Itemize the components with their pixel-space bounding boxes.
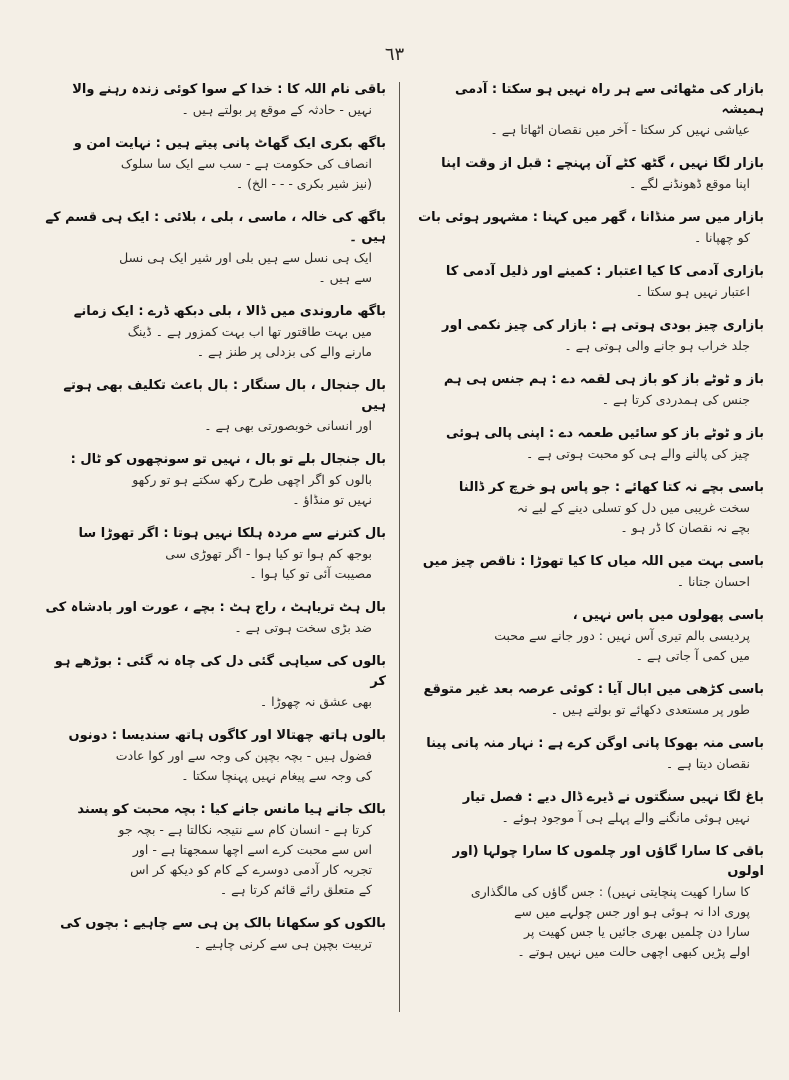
proverb-entry [36,726,386,786]
page-number: ٦٣ [384,44,405,65]
proverb-meaning-line: بوجھ کم ہوا تو کیا ہوا - اگر تھوڑی سی [165,546,372,561]
proverb-headword: بازار لگا نہیں ، گٹھ کٹے آن پہنچے : قبل از وقت اپنا [441,156,764,171]
proverb-meaning-line: کے متعلق رائے قائم کرتا ہے ۔ [219,882,372,897]
proverb-headword: باسی بچے نہ کتا کھائے : جو پاس ہو خرچ کر ڈالنا [458,480,764,495]
proverb-entry [414,734,764,774]
proverb-meaning-line: نہیں - حادثہ کے موقع پر بولتے ہیں ۔ [181,102,372,117]
proverb-meaning-line: جنس کی ہمدردی کرتا ہے ۔ [601,392,750,407]
proverb-meaning-line: سے ہیں ۔ [318,270,372,285]
proverb-entry [414,842,764,962]
proverb-headword: بال جنجال ، بال سنگار : بال باعث تکلیف بھی ہوتے ہیں [63,378,386,413]
proverb-entry [414,316,764,356]
proverb-entry [414,262,764,302]
proverb-headword: باز و ٹوٹے باز کو باز ہی لقمہ دے : ہم جنس ہی ہم [443,372,764,387]
proverb-meaning-line: ضد بڑی سخت ہوتی ہے ۔ [234,620,372,635]
proverb-headword: باگھ بکری ایک گھاٹ پانی پیتے ہیں : نہایت امن و [73,136,386,151]
proverb-meaning-line: جلد خراب ہو جانے والی ہوتی ہے ۔ [564,338,750,353]
proverb-headword: باغ لگا نہیں سنگتوں نے ڈیرے ڈال دیے : فصل تیار [462,790,764,805]
proverb-meaning-line: احسان جتانا ۔ [676,574,750,589]
proverb-entry [414,680,764,720]
proverb-headword: بازار میں سر منڈانا ، گھر میں کہنا : مشہور ہوئی بات [418,210,764,225]
proverb-entry [36,208,386,288]
proverb-meaning-line: پوری ادا نہ ہوئی ہو اور جس چولہے میں سے [514,904,750,919]
proverb-entry [414,80,764,140]
proverb-meaning-line: چیز کی پالنے والے ہی کو محبت ہوتی ہے ۔ [526,446,750,461]
proverb-headword: باسی پھولوں میں باس نہیں ، [572,608,764,623]
proverb-headword: بازاری آدمی کا کیا اعتبار : کمینے اور ذلیل آدمی کا [445,264,764,279]
proverb-entry [36,652,386,712]
proverb-entry [36,598,386,638]
proverb-meaning-line: میں کمی آ جاتی ہے ۔ [635,648,750,663]
proverb-entry [414,478,764,538]
proverb-entry [414,788,764,828]
proverb-entry [36,80,386,120]
proverb-headword: بازاری چیز بودی ہوتی ہے : بازار کی چیز نکمی اور [442,318,764,333]
proverb-meaning-line: انصاف کی حکومت ہے - سب سے ایک سا سلوک [120,156,372,171]
proverb-entry [36,914,386,954]
proverb-meaning-line: سارا دن چلمیں بھری جائیں یا جس کھیت پر [523,924,750,939]
proverb-headword: باقی کا سارا گاؤں اور چلموں کا سارا چولہا (اور اولوں [452,844,764,879]
proverb-meaning-line: سخت غریبی میں دل کو تسلی دینے کے لیے نہ [516,500,750,515]
proverb-meaning-line: کی وجہ سے پیغام نہیں پہنچا سکتا ۔ [181,768,372,783]
proverb-meaning-line: پردیسی بالم تیری آس نہیں : دور جانے سے محبت [494,628,750,643]
proverb-headword: بال جنجال بلے تو بال ، نہیں تو سونچھوں کو ٹال : [70,452,386,467]
proverb-meaning-line: عیاشی نہیں کر سکتا - آخر میں نقصان اٹھاتا ہے ۔ [490,122,750,137]
proverb-meaning-line: فضول ہیں - بچہ بچپن کی وجہ سے اور کوا عادت [115,748,372,763]
proverb-meaning-line: مصیبت آئی تو کیا ہوا ۔ [249,566,372,581]
proverb-meaning-line: اعتبار نہیں ہو سکتا ۔ [635,284,750,299]
proverb-meaning-line: اور انسانی خوبصورتی بھی ہے ۔ [204,418,372,433]
proverb-entry [36,450,386,510]
right-column [414,80,764,976]
proverb-meaning-line: کا سارا کھیت پنچایتی نہیں) : جس گاؤں کی مالگذاری [470,884,750,899]
proverb-meaning-line: اولے پڑیں کبھی اچھی حالت میں نہیں ہوتے ۔ [517,944,750,959]
proverb-meaning-line: طور پر مستعدی دکھائے تو بولتے ہیں ۔ [550,702,750,717]
proverb-meaning-line: میں بہت طاقتور تھا اب بہت کمزور ہے ۔ ڈینگ [127,324,372,339]
proverb-meaning-line: تربیت بچپن ہی سے کرنی چاہیے ۔ [193,936,372,951]
proverb-meaning-line: (نیز شیر بکری - - - الخ) ۔ [235,176,372,191]
proverb-entry [36,524,386,584]
proverb-headword: باگھ ماروندی میں ڈالا ، بلی دبکھ ڈرے : ایک زمانے [73,304,386,319]
column-divider [399,82,400,1012]
proverb-entry [414,208,764,248]
proverb-headword: باسی منہ بھوکا پانی اوگن کرے ہے : نہار منہ پانی پینا [426,736,764,751]
proverb-headword: باسی کڑھی میں ابال آیا : کوئی عرصہ بعد غیر متوقع [423,682,764,697]
proverb-meaning-line: نہیں تو منڈاؤ ۔ [292,492,372,507]
proverb-meaning-line: بالوں کو اگر اچھی طرح رکھ سکتے ہو تو رکھو [132,472,372,487]
proverb-meaning-line: اس سے محبت کرے اسے اچھا سمجھتا ہے - اور [132,842,372,857]
proverb-entry [36,302,386,362]
proverb-headword: باسی بہت میں اللہ میاں کا کیا تھوڑا : ناقص چیز میں [422,554,764,569]
proverb-entry [414,424,764,464]
proverb-headword: باقی نام اللہ کا : خدا کے سوا کوئی زندہ رہنے والا [72,82,386,97]
proverb-meaning-line: بھی عشق نہ چھوڑا ۔ [259,694,372,709]
left-column [36,80,386,968]
proverb-meaning-line: کو چھپانا ۔ [693,230,750,245]
proverb-headword: بالکوں کو سکھانا بالک پن ہی سے چاہیے : بچوں کی [60,916,386,931]
proverb-headword: باگھ کی خالہ ، ماسی ، بلی ، بلائی : ایک ہی قسم کے ہیں ۔ [45,210,386,245]
proverb-entry [36,800,386,900]
proverb-meaning-line: نہیں ہوئی مانگنے والے پہلے ہی آ موجود ہوئے ۔ [501,810,750,825]
proverb-entry [414,552,764,592]
proverb-meaning-line: کرتا ہے - انسان کام سے نتیجہ نکالتا ہے - بچہ جو [118,822,372,837]
proverb-headword: بالک جانے ہیا مانس جانے کیا : بچہ محبت کو پسند [77,802,386,817]
proverb-entry [36,376,386,436]
proverb-meaning-line: مارنے والے کی بزدلی پر طنز ہے ۔ [196,344,372,359]
proverb-headword: بالوں ہاتھ چھتالا اور کاگوں ہاتھ سندیسا : دونوں [68,728,386,743]
proverb-meaning-line: اپنا موقع ڈھونڈنے لگے ۔ [628,176,750,191]
proverb-headword: بالوں کی سیاہی گئی دل کی چاہ نہ گئی : بوڑھے ہو کر [54,654,386,689]
proverb-entry [414,154,764,194]
proverb-meaning-line: ایک ہی نسل سے ہیں بلی اور شیر ایک ہی نسل [119,250,372,265]
proverb-meaning-line: نقصان دیتا ہے ۔ [665,756,750,771]
proverb-entry [414,606,764,666]
proverb-meaning-line: بچے نہ نقصان کا ڈر ہو ۔ [620,520,750,535]
proverb-entry [36,134,386,194]
proverb-headword: بازار کی مٹھائی سے ہر راہ نہیں ہو سکتا : آدمی ہمیشہ [454,82,764,117]
proverb-entry [414,370,764,410]
proverb-headword: بال ہٹ تریاہٹ ، راج ہٹ : بچے ، عورت اور بادشاہ کی [45,600,386,615]
proverb-meaning-line: تجربہ کار آدمی دوسرے کے کام کو دیکھ کر اس [130,862,372,877]
proverb-headword: بال کترنے سے مردہ ہلکا نہیں ہوتا : اگر تھوڑا سا [78,526,386,541]
proverb-headword: باز و ٹوٹے باز کو سائیں طعمہ دے : اپنی پالی ہوئی [446,426,764,441]
